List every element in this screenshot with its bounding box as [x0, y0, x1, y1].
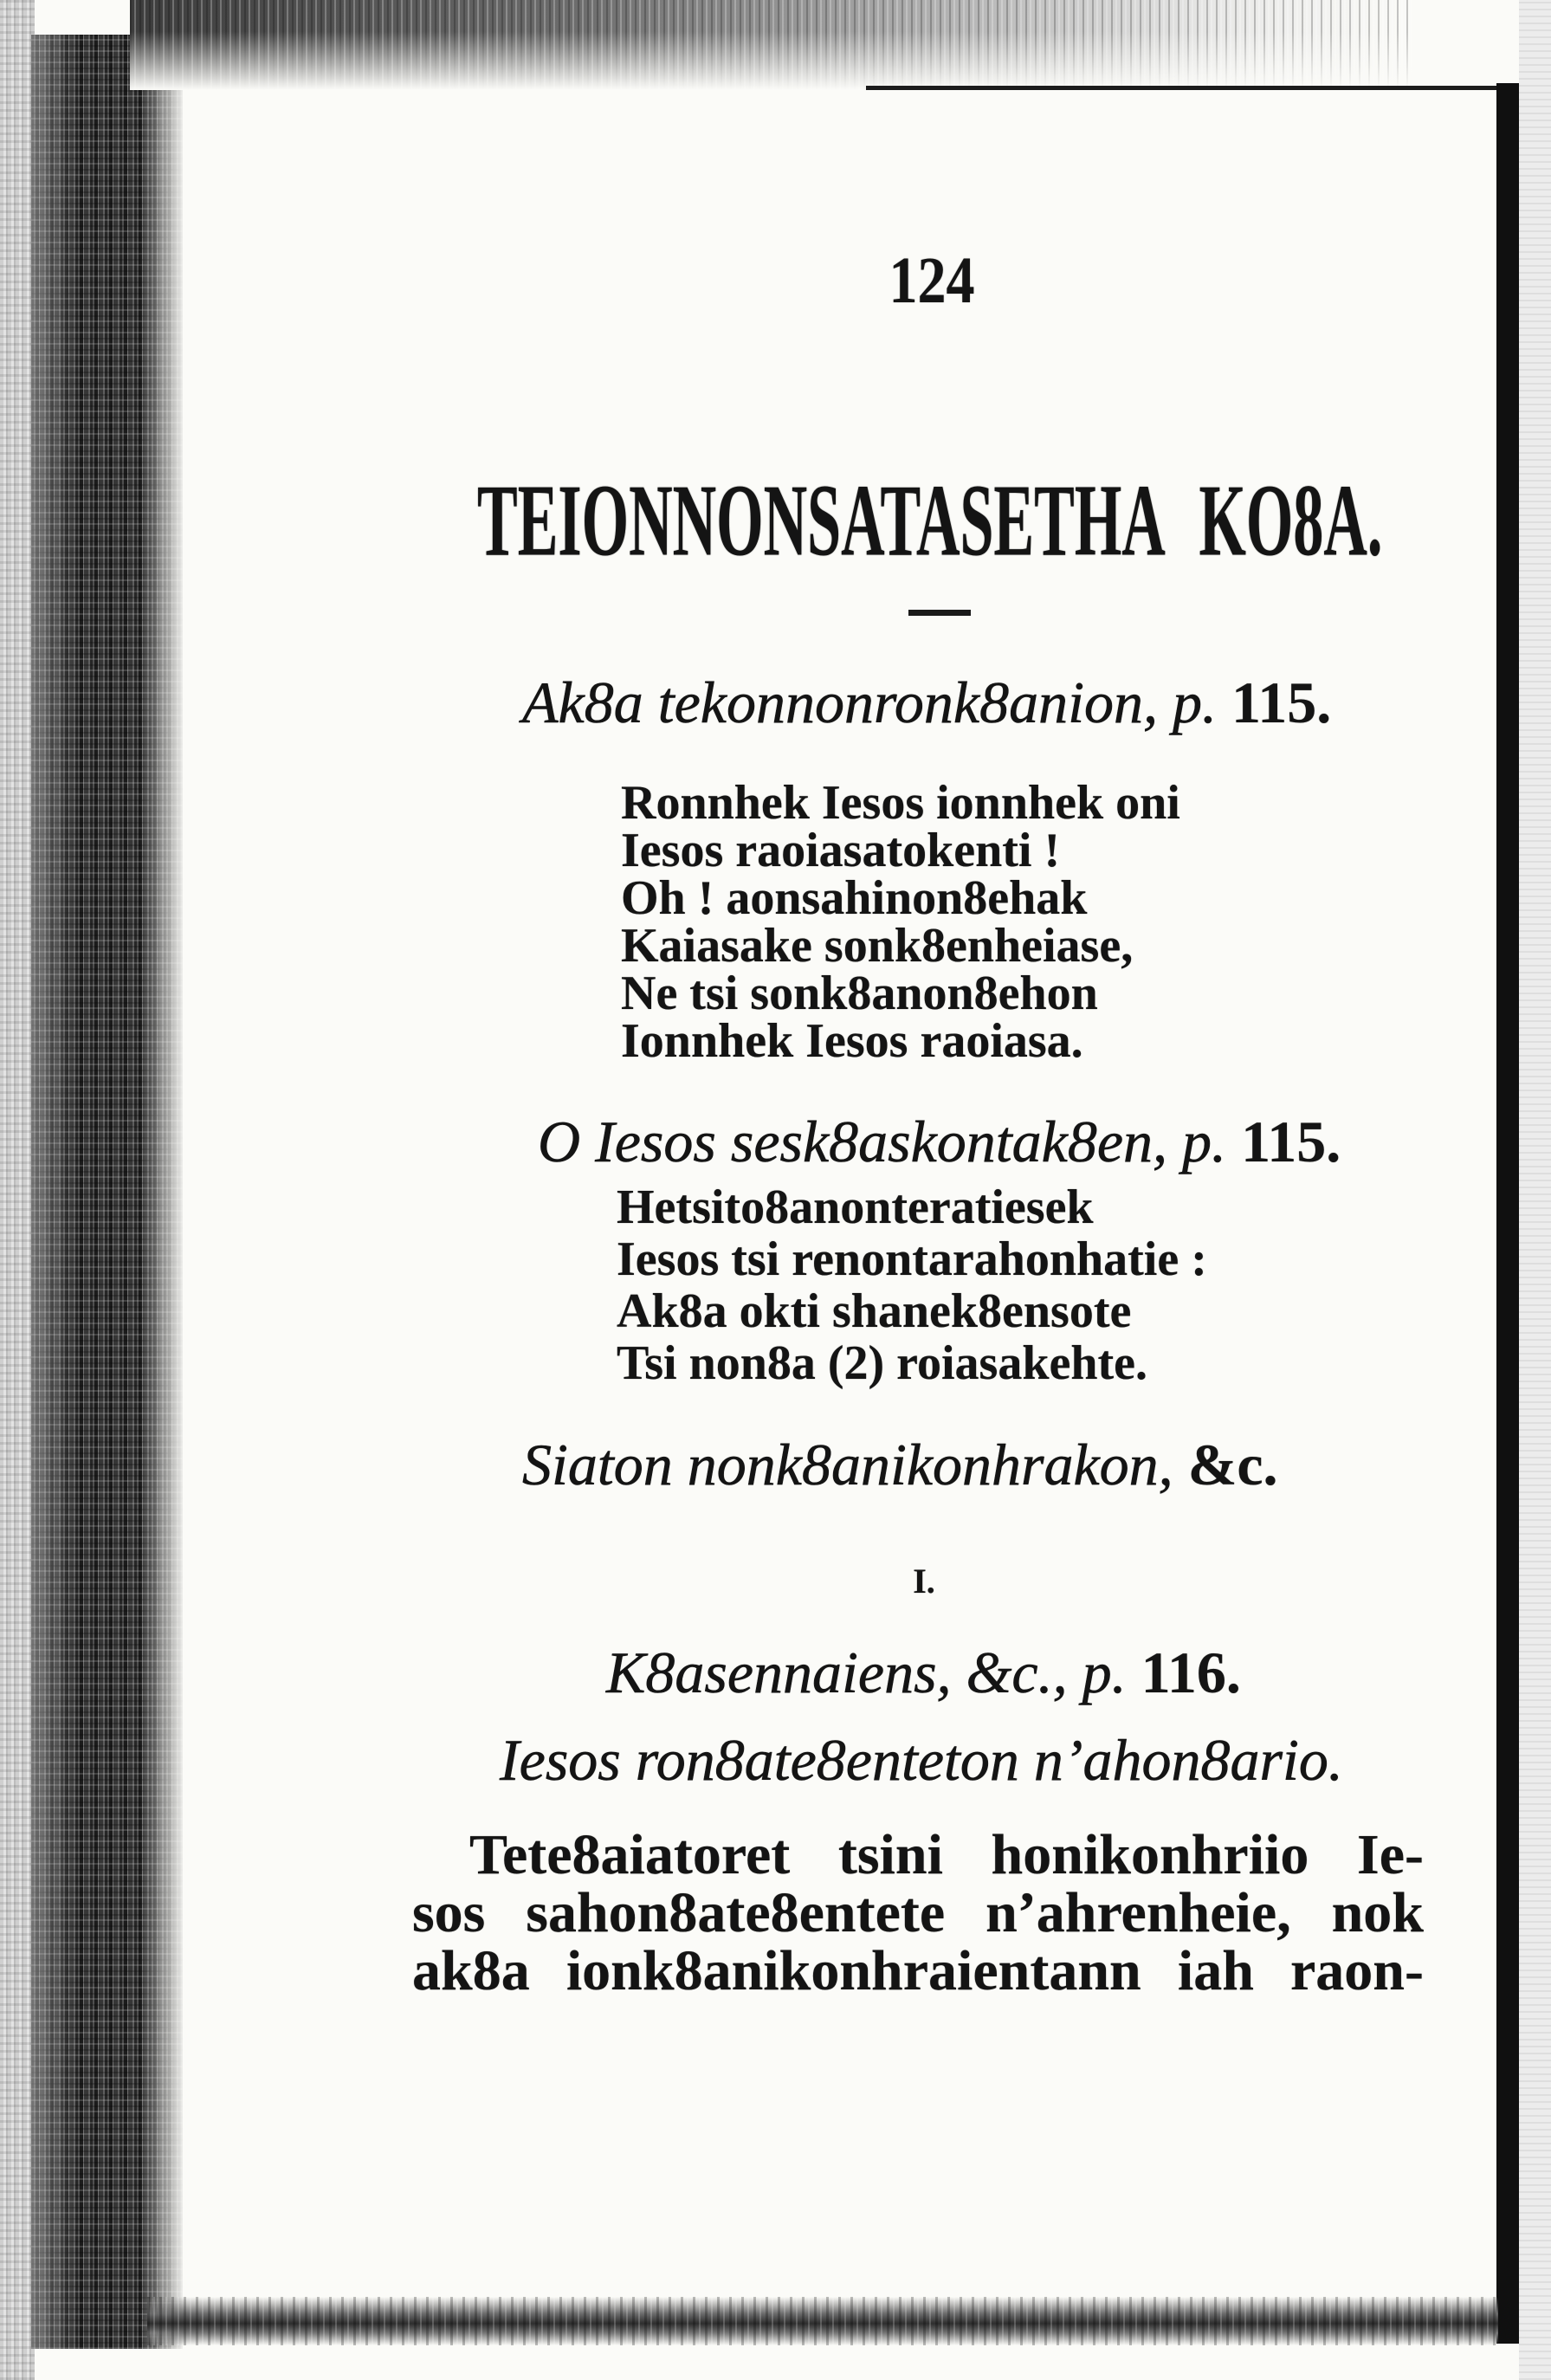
- hymn-subheading: [500, 1727, 1343, 1793]
- hymn-heading-2-page: 115.: [1241, 1109, 1341, 1174]
- page-number: 124: [889, 244, 975, 318]
- verse-line: Ne tsi sonk8anon8ehon: [621, 967, 1098, 1020]
- hymn-subheading-text: Iesos ron8ate8enteton n’ahon8ario.: [500, 1727, 1343, 1793]
- verse-line: Ak8a okti shanek8ensote: [617, 1284, 1132, 1338]
- right-border-bar: [1496, 83, 1519, 2344]
- section-title: TEIONNONSATASETHA KO8A.: [477, 464, 1383, 579]
- hymn-heading-4-page: 116.: [1141, 1639, 1241, 1705]
- hymn-heading-2-title: O Iesos sesk8askontak8en, p.: [538, 1109, 1227, 1174]
- part-marker: I.: [913, 1562, 935, 1601]
- hymn-heading-1-title: Ak8a tekonnonronk8anion, p.: [522, 669, 1217, 735]
- hymn-heading-2: [538, 1109, 1341, 1174]
- title-dash: [908, 610, 971, 616]
- paragraph-line: ak8a ionk8anikonhraientann iah raon-: [412, 1939, 1424, 2002]
- paragraph: [412, 1823, 1424, 2002]
- verse-line: Ronnhek Iesos ionnhek oni: [621, 776, 1180, 830]
- binding-gutter-shadow: [31, 35, 183, 2349]
- hymn-heading-3-etc: &c.: [1187, 1432, 1278, 1497]
- verse-line: Tsi non8a (2) roiasakehte.: [617, 1336, 1147, 1390]
- hymn-heading-3-title: Siaton nonk8anikonhrakon,: [522, 1432, 1173, 1497]
- gutter-edge-strip: [0, 0, 35, 2380]
- right-margin-strip: [1519, 0, 1551, 2380]
- paragraph-line: Tete8aiatoret tsini honikonhriio Ie-: [469, 1823, 1424, 1886]
- verse-block-2: [617, 1181, 1207, 1389]
- top-border-line: [866, 86, 1496, 90]
- verse-line: Hetsito8anonteratiesek: [617, 1180, 1094, 1234]
- paragraph-line: sos sahon8ate8entete n’ahrenheie, nok: [412, 1881, 1424, 1944]
- hymn-heading-3: [522, 1432, 1278, 1497]
- verse-block-1: [621, 776, 1180, 1068]
- verse-line: Oh ! aonsahinon8ehak: [621, 871, 1088, 925]
- hymn-heading-4-title: K8asennaiens, &c., p.: [606, 1639, 1127, 1705]
- hymn-heading-4: [606, 1639, 1241, 1705]
- verse-line: Kaiasake sonk8enheiase,: [621, 919, 1134, 973]
- hymn-heading-1: [522, 669, 1332, 735]
- verse-line: Iesos raoiasatokenti !: [621, 824, 1061, 877]
- verse-line: Iesos tsi renontarahonhatie :: [617, 1232, 1207, 1286]
- verse-line: Ionnhek Iesos raoiasa.: [621, 1014, 1083, 1068]
- bottom-scan-noise: [147, 2297, 1498, 2345]
- top-scan-noise: [130, 0, 1412, 90]
- hymn-heading-1-page: 115.: [1231, 669, 1332, 735]
